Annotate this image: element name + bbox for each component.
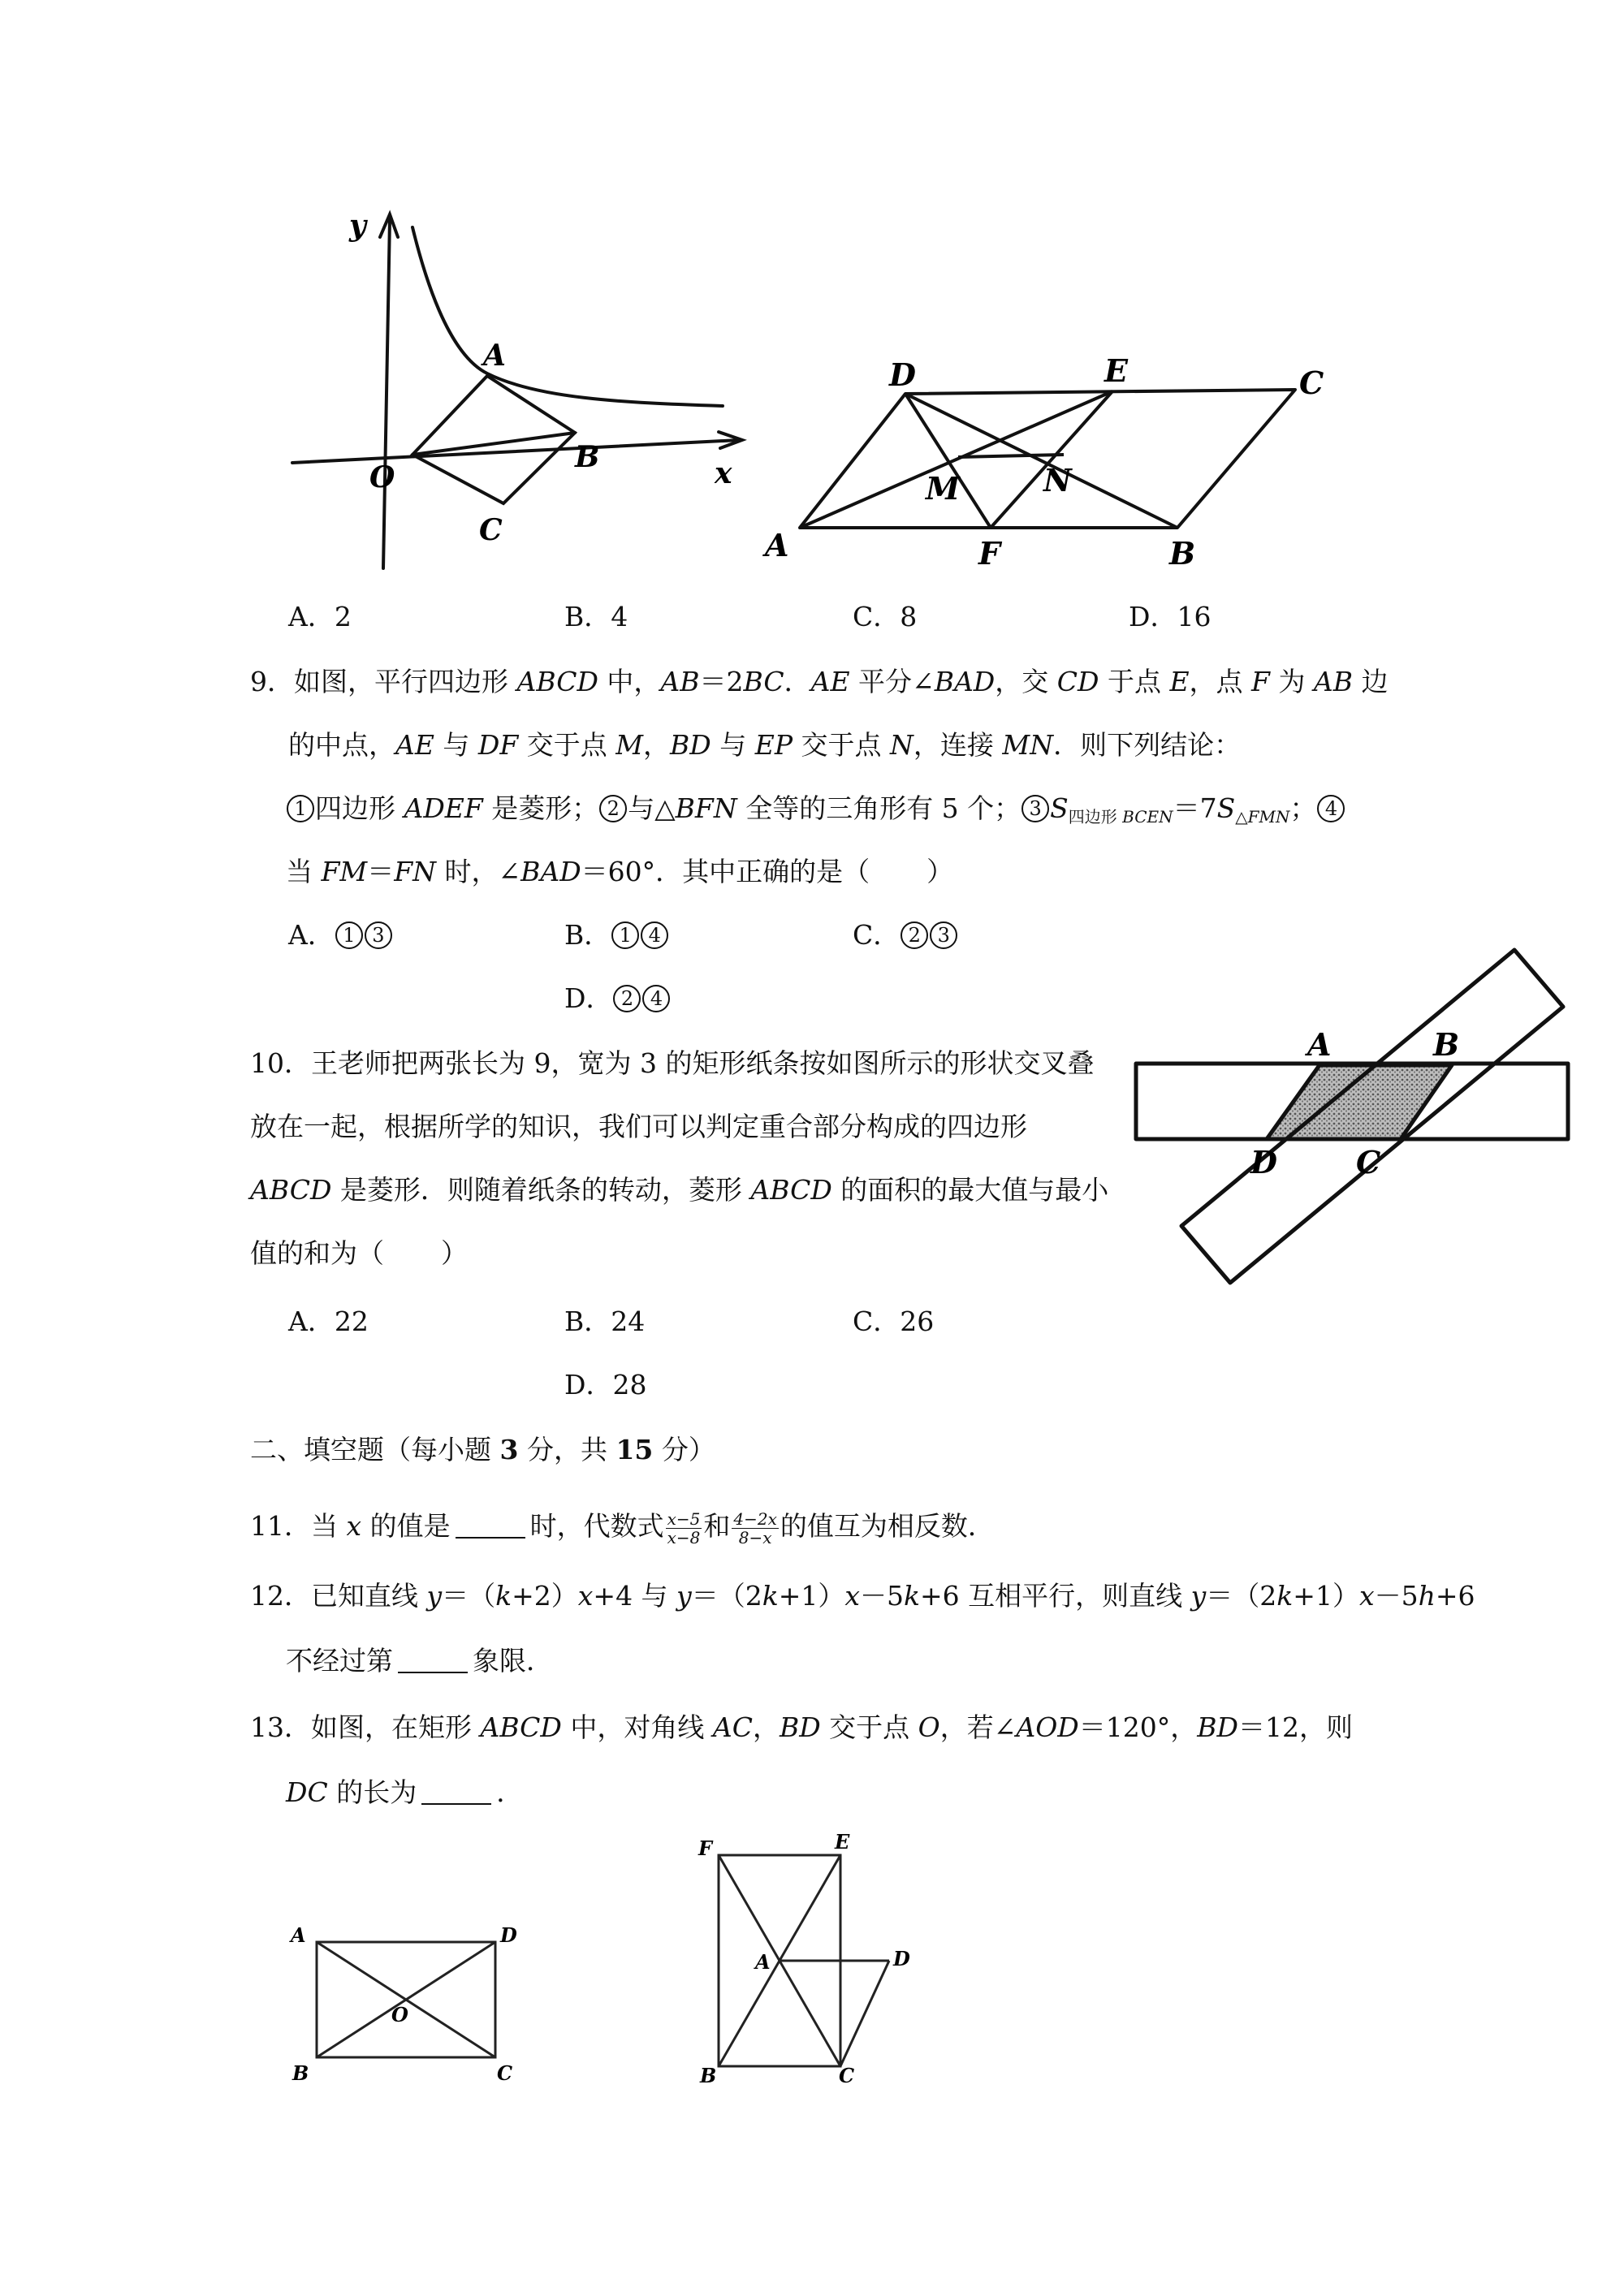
q13-answer-blank[interactable] bbox=[421, 1779, 491, 1805]
parallelogram-ABCD bbox=[800, 390, 1295, 528]
quadrilateral-OABC bbox=[412, 376, 575, 503]
q13-line-1: 13．如图，在矩形 ABCD 中，对角线 AC，BD 交于点 O，若∠AOD＝120°，BD＝12，则 bbox=[250, 1711, 1353, 1743]
label-C: C bbox=[839, 2064, 855, 2087]
q11-answer-blank[interactable] bbox=[456, 1513, 525, 1539]
label-E: E bbox=[835, 1831, 850, 1854]
label-B: B bbox=[292, 2061, 309, 2085]
label-A: A bbox=[483, 339, 506, 373]
q10-option-a[interactable]: A．22 bbox=[288, 1306, 369, 1337]
q10-line-3: ABCD 是菱形．则随着纸条的转动，菱形 ABCD 的面积的最大值与最小 bbox=[250, 1174, 1109, 1206]
q9-line-1: 9．如图，平行四边形 ABCD 中，AB＝2BC．AE 平分∠BAD，交 CD 于点 E，点 F 为 AB 边 bbox=[250, 666, 1389, 697]
q8-option-c[interactable]: C．8 bbox=[853, 601, 918, 632]
q10-line-1: 10．王老师把两张长为 9，宽为 3 的矩形纸条按如图所示的形状交叉叠 bbox=[250, 1047, 1095, 1079]
label-D: D bbox=[1250, 1144, 1277, 1180]
label-A: A bbox=[1307, 1026, 1332, 1063]
label-N: N bbox=[1043, 462, 1072, 498]
q10-option-b[interactable]: B．24 bbox=[564, 1306, 646, 1337]
label-B: B bbox=[700, 2064, 717, 2087]
q10-option-c[interactable]: C．26 bbox=[853, 1306, 935, 1337]
y-axis bbox=[383, 219, 390, 568]
q10-line-4: 值的和为（ ） bbox=[250, 1237, 468, 1269]
q9-option-d[interactable]: D． 2 4 bbox=[564, 981, 671, 1016]
q8-figure-hyperbola bbox=[276, 203, 755, 576]
q10-option-d[interactable]: D．28 bbox=[564, 1369, 647, 1400]
label-A: A bbox=[765, 527, 789, 563]
label-A: A bbox=[291, 1924, 306, 1947]
q12-line-2: 不经过第 象限． bbox=[286, 1645, 553, 1677]
q12-answer-blank[interactable] bbox=[398, 1647, 468, 1673]
label-B: B bbox=[1433, 1026, 1460, 1063]
segment-DC bbox=[840, 1961, 889, 2066]
q9-option-a[interactable]: A． 1 3 bbox=[288, 917, 393, 953]
q9-line-2: 的中点，AE 与 DF 交于点 M，BD 与 EP 交于点 N，连接 MN．则下列结论： bbox=[288, 729, 1242, 761]
label-C: C bbox=[1356, 1144, 1381, 1180]
circled-1: 1 bbox=[287, 795, 314, 822]
label-F: F bbox=[978, 535, 1000, 572]
label-x: x bbox=[715, 456, 732, 490]
segment-MN bbox=[958, 455, 1064, 457]
label-D: D bbox=[500, 1924, 517, 1947]
segment-EF bbox=[991, 391, 1112, 528]
fraction-2: $\frac{4-2x}{8-x}$ bbox=[733, 1508, 777, 1547]
section-2-heading: 二、填空题（每小题 3 分，共 15 分） bbox=[250, 1434, 715, 1465]
label-C: C bbox=[1299, 365, 1324, 401]
label-y: y bbox=[349, 209, 366, 243]
q13-line-2: DC 的长为 ． bbox=[286, 1776, 524, 1808]
x-axis bbox=[292, 440, 739, 463]
label-M: M bbox=[926, 470, 961, 507]
label-A: A bbox=[755, 1950, 771, 1974]
q8-option-d[interactable]: D．16 bbox=[1129, 601, 1212, 632]
label-O: O bbox=[391, 2003, 408, 2026]
q11-line: 11．当 x 的值是 时，代数式 $\frac{x-5}{x-8}$ 和 $\frac{4-2x}{8-x}$ 的值互为相反数． bbox=[250, 1508, 995, 1547]
q8-figure-parallelogram bbox=[755, 349, 1372, 576]
label-C: C bbox=[479, 513, 503, 547]
q9-line-4: 当 FM＝FN 时，∠BAD＝60°．其中正确的是（ ） bbox=[286, 856, 954, 887]
q9-line-3: 1 四边形 ADEF 是菱形； 2 与△BFN 全等的三角形有 5 个； 3 $S_{四边形}$ $_{BCEN}=7S_{\triangle FMN}$； 4 bbox=[286, 791, 1345, 835]
label-E: E bbox=[1104, 352, 1128, 389]
label-F: F bbox=[698, 1836, 713, 1860]
q13-figure-rectangle bbox=[284, 1924, 528, 2087]
q12-line-1: 12．已知直线 y＝（k+2）x+4 与 y＝（2k+1）x－5k+6 互相平行，则直线 y＝（2k+1）x－5h+6 bbox=[250, 1580, 1475, 1612]
q10-figure-strips bbox=[1133, 942, 1575, 1291]
label-C: C bbox=[497, 2061, 513, 2085]
circled-2: 2 bbox=[599, 795, 627, 822]
label-O: O bbox=[369, 460, 395, 494]
q9-option-b[interactable]: B． 1 4 bbox=[564, 917, 669, 953]
label-B: B bbox=[575, 440, 600, 474]
label-D: D bbox=[889, 356, 916, 393]
label-D: D bbox=[893, 1947, 910, 1970]
fraction-1: $\frac{x-5}{x-8}$ bbox=[667, 1508, 701, 1547]
label-B: B bbox=[1169, 535, 1196, 572]
q9-option-c[interactable]: C． 2 3 bbox=[853, 917, 958, 953]
segment-AE bbox=[800, 391, 1112, 528]
q8-option-b[interactable]: B．4 bbox=[564, 601, 628, 632]
hyperbola-curve bbox=[412, 227, 723, 406]
q8-option-a[interactable]: A．2 bbox=[288, 601, 352, 632]
circled-3: 3 bbox=[1021, 795, 1049, 822]
q13-figure-second bbox=[690, 1831, 934, 2091]
q10-line-2: 放在一起，根据所学的知识，我们可以判定重合部分构成的四边形 bbox=[250, 1111, 1027, 1142]
circled-4: 4 bbox=[1317, 795, 1345, 822]
